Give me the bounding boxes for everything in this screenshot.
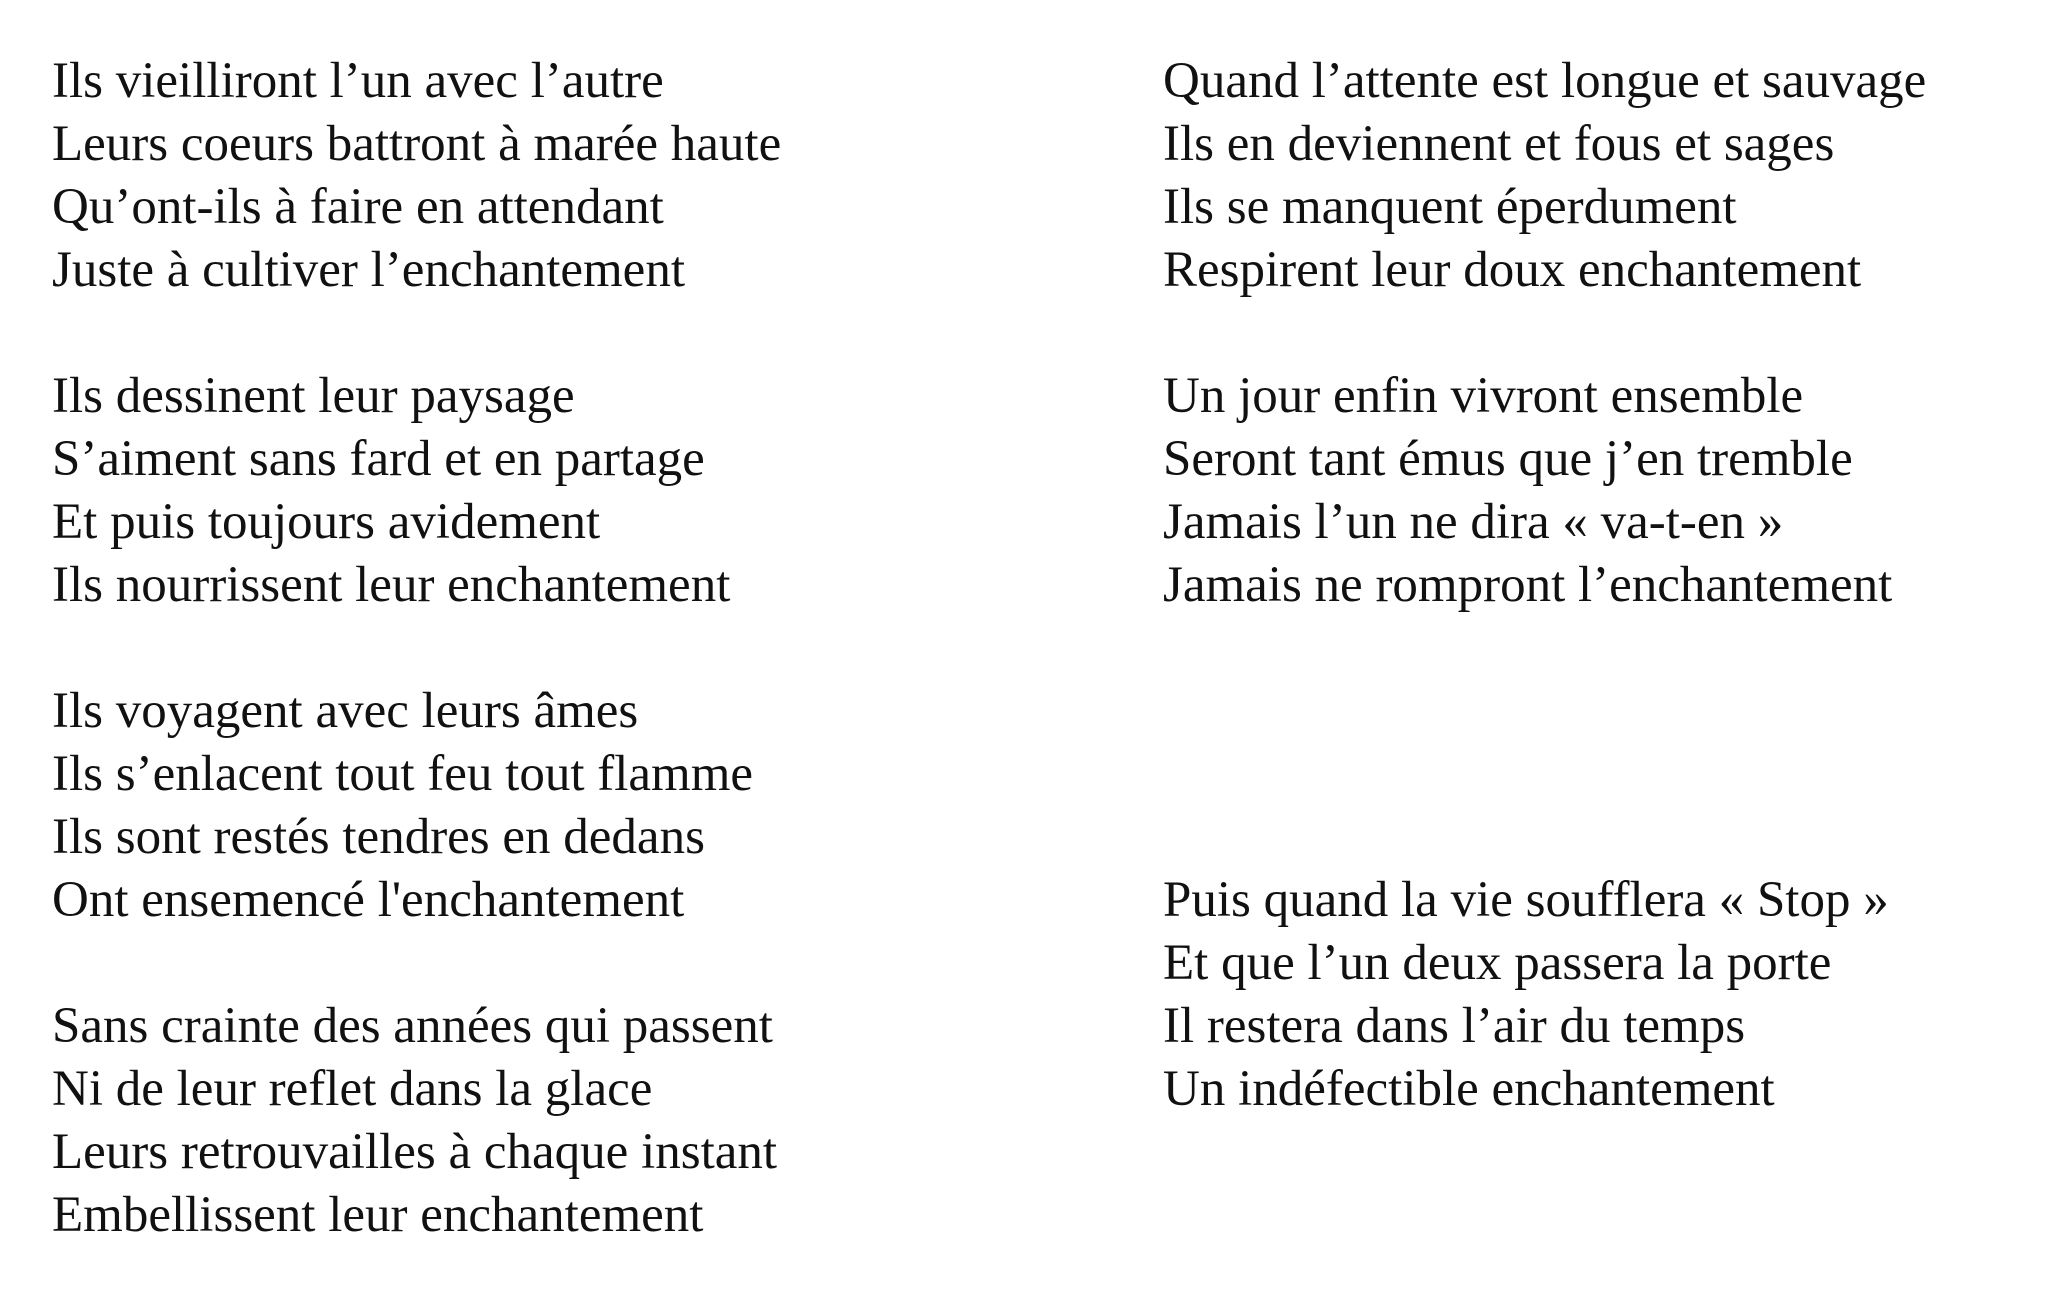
stanza-5 (1163, 50, 1926, 302)
verse-line: Embellissent leur enchantement (52, 1187, 704, 1243)
verse-line: Jamais ne rompront l’enchantement (1163, 557, 1893, 613)
verse-line: Ils sont restés tendres en dedans (52, 809, 705, 865)
verse-line: Un indéfectible enchantement (1163, 1061, 1775, 1117)
stanza-3 (52, 680, 753, 932)
verse-line: Seront tant émus que j’en tremble (1163, 431, 1853, 487)
stanza-1 (52, 50, 781, 302)
stanza-4 (52, 995, 777, 1247)
verse-line: Puis quand la vie soufflera « Stop » (1163, 872, 1889, 928)
verse-line: Juste à cultiver l’enchantement (52, 242, 685, 298)
verse-line: Ils vieilliront l’un avec l’autre (52, 53, 664, 109)
stanza-2 (52, 365, 730, 617)
verse-line: Sans crainte des années qui passent (52, 998, 773, 1054)
verse-line: Jamais l’un ne dira « va-t-en » (1163, 494, 1784, 550)
verse-line: Ils nourrissent leur enchantement (52, 557, 731, 613)
verse-line: Un jour enfin vivront ensemble (1163, 368, 1804, 424)
verse-line: Et puis toujours avidement (52, 494, 601, 550)
verse-line: Qu’ont-ils à faire en attendant (52, 179, 664, 235)
verse-line: Leurs retrouvailles à chaque instant (52, 1124, 778, 1180)
verse-line: Leurs coeurs battront à marée haute (52, 116, 782, 172)
verse-line: Ils voyagent avec leurs âmes (52, 683, 639, 739)
verse-line: Ils s’enlacent tout feu tout flamme (52, 746, 754, 802)
verse-line: Ils se manquent éperdument (1163, 179, 1737, 235)
verse-line: Quand l’attente est longue et sauvage (1163, 53, 1927, 109)
verse-line: Il restera dans l’air du temps (1163, 998, 1746, 1054)
verse-line: Et que l’un deux passera la porte (1163, 935, 1832, 991)
stanza-6 (1163, 365, 1892, 617)
verse-line: S’aiment sans fard et en partage (52, 431, 705, 487)
verse-line: Ni de leur reflet dans la glace (52, 1061, 653, 1117)
stanza-7 (1163, 869, 1889, 1121)
verse-line: Ont ensemencé l'enchantement (52, 872, 685, 928)
verse-line: Respirent leur doux enchantement (1163, 242, 1862, 298)
verse-line: Ils dessinent leur paysage (52, 368, 575, 424)
verse-line: Ils en deviennent et fous et sages (1163, 116, 1835, 172)
